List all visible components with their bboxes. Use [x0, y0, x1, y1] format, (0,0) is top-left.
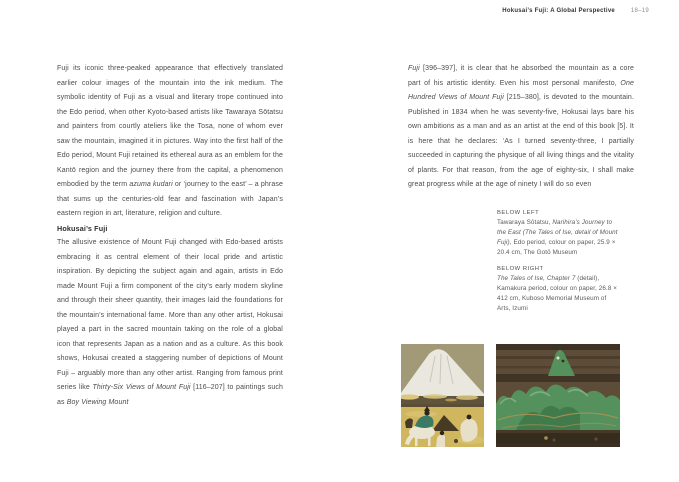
gold-cloud — [445, 399, 457, 402]
left-paragraph-1: Fuji its iconic three-peaked appearance that effectively translated earlier colour images of the mountain into the ink medium. The symbolic identity of Fuji as a visual and literary trope continued into the Edo period, when other Kyoto-based artists like Tawaraya Sōtatsu and painters from courtly ateliers like the Tosa, none of whom ever saw the mountain, imagined it in pictures. Way into the first half of the Edo period, Mount Fuji retained its ethereal aura as an emblem for the Kantō region and the journey there from the capital, a phenomenon embodied by the term azuma kudari or ‘journey to the east’ – a phrase that sums up the centuries-old fear and fascination with Japan’s eastern region in art, literature, religion and culture. — [57, 65, 283, 217]
gold-cloud — [456, 395, 478, 400]
section-heading-hokusais-fuji: Hokusai’s Fuji — [57, 223, 108, 233]
figure-head — [454, 439, 458, 443]
right-paragraph-1: Fuji [396–397], it is clear that he absorbed the mountain as a core part of his artistic identity. Even his most personal manifesto, One Hundred Views of Mount Fuji [215–380], is devoted to the mountain. Published in 1834 when he was seventy-five, Hokusai lays bare his own ambitions as a man and as an artist at the end of this book [5]. It is here that he declares: ‘As I turned seventy-three, I partially succeeded in capturing the physique of all living things and the vitality of plants. For that reason, from the age of eighty-six, I shall make great progress while at the age of ninety I will do so even — [408, 65, 634, 188]
bottom-edge — [496, 443, 620, 447]
tiny-figure — [594, 437, 597, 440]
tiny-figure — [544, 436, 548, 440]
painting-tales-of-ise — [496, 344, 620, 447]
figure-head — [467, 415, 472, 420]
caption-label-below-left: BELOW LEFT — [497, 210, 540, 216]
right-page-column — [408, 62, 634, 193]
painting-sotatsu-fuji — [401, 344, 484, 447]
left-paragraph-2: The allusive existence of Mount Fuji changed with Edo-based artists embracing it as central element of their local pride and artistic inspiration. By depicting the subject again and again, artists in Edo made Mount Fuji a firm component of the city’s early modern skyline and through their sheer quantity, their images laid the foundations for the mountain’s international fame. More than any other artist, Hokusai played a part in the sacred mountain taking on the role of a global icon that represents Japan as a nation and as a culture. As this book shows, Hokusai created a staggering number of depictions of Mount Fuji – arguably more than any other artist. Ranging from famous print series like Thirty-Six Views of Mount Fuji [116–207] to paintings such as Boy Viewing Mount — [57, 239, 283, 406]
horse-leg — [428, 437, 431, 446]
figure-captions — [497, 208, 618, 320]
figure-below-right-tales-of-ise — [496, 344, 620, 447]
gold-cloud — [423, 394, 447, 398]
tiny-figure — [553, 439, 556, 442]
tiny-figure — [562, 360, 565, 363]
caption-text-below-left: Tawaraya Sōtatsu, Narihira’s Journey to the East (The Tales of Ise, detail of Mount Fuji), Edo period, colour on paper, 25.9 × 20.4 cm, The Gotō Museum — [497, 219, 618, 256]
left-page-column — [57, 62, 283, 410]
figure-head — [440, 431, 444, 435]
rider-head — [424, 410, 429, 415]
caption-below-right — [497, 264, 618, 314]
caption-label-below-right: BELOW RIGHT — [497, 266, 544, 272]
tiny-figure — [557, 357, 560, 360]
figure-below-left-sotatsu-fuji — [401, 344, 484, 447]
running-head-title: Hokusai’s Fuji: A Global Perspective — [502, 8, 615, 14]
horse-leg — [415, 437, 418, 446]
caption-below-left — [497, 208, 618, 258]
caption-text-below-right: The Tales of Ise, Chapter 7 (detail), Kamakura period, colour on paper, 26.8 × 412 cm, Kuboso Memorial Museum of Arts, Izumi — [497, 275, 618, 312]
gold-haze — [405, 411, 437, 417]
streak — [496, 430, 620, 433]
top-band — [496, 344, 620, 350]
page-numbers: 18–19 — [630, 8, 649, 14]
